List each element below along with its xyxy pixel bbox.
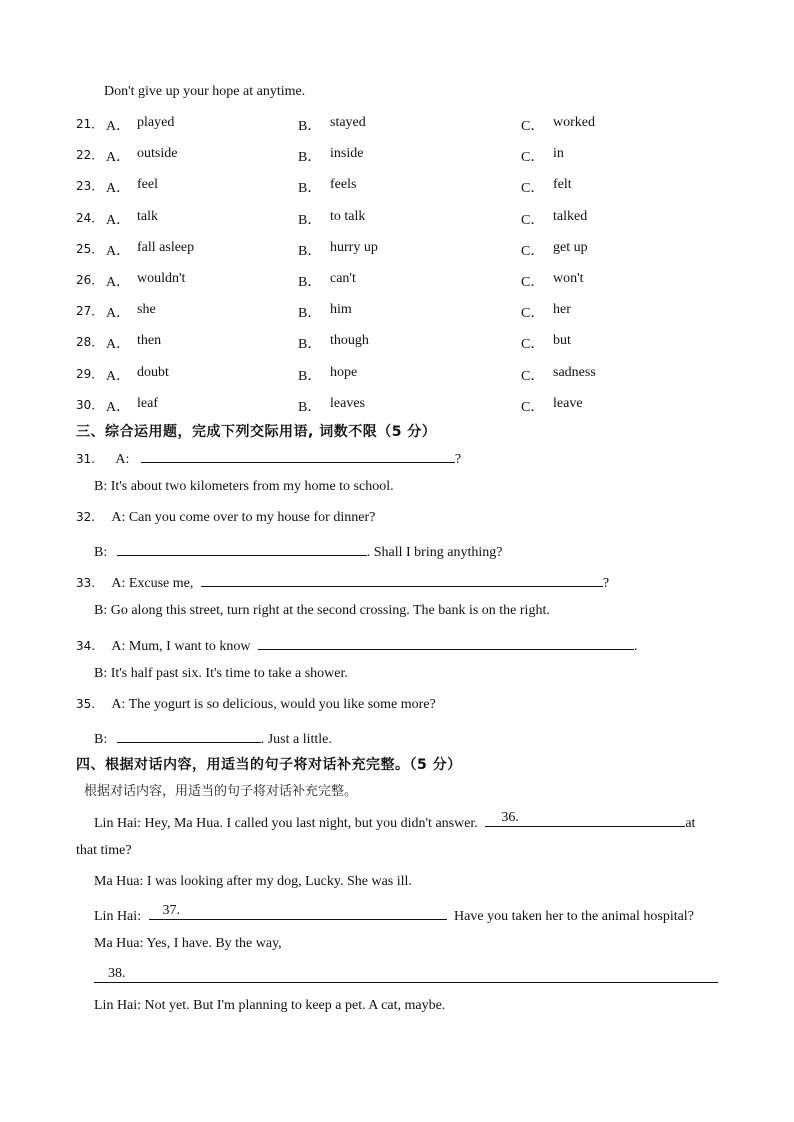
option-b-label: B． (298, 212, 322, 228)
option-b-label: B． (298, 337, 322, 353)
question-number: 25． (76, 241, 104, 256)
option-a-text[interactable]: doubt (137, 364, 169, 380)
answer-blank-35[interactable] (117, 728, 261, 743)
question-number: 35. (76, 697, 96, 711)
option-a-label: A． (106, 399, 131, 415)
option-b-text[interactable]: stayed (330, 115, 366, 130)
answer-blank-31[interactable] (141, 448, 455, 463)
option-c-text[interactable]: sadness (553, 364, 596, 380)
option-c-text[interactable]: her (553, 302, 571, 318)
question-34 (76, 635, 638, 655)
option-c-text[interactable]: get up (553, 239, 588, 255)
question-number: 23． (76, 179, 104, 194)
section-4-instruction: 根据对话内容，用适当的句子将对话补充完整。 (84, 784, 358, 799)
option-c-label: C． (521, 275, 545, 290)
q34-prompt: A: Mum, I want to know (111, 639, 251, 654)
question-number: 30． (76, 397, 104, 412)
option-b-label: B． (298, 275, 322, 290)
dialogue-text: Have you taken her to the animal hospital? (454, 909, 694, 924)
question-number: 22． (76, 148, 104, 163)
option-b-text[interactable]: though (330, 333, 369, 349)
option-a-text[interactable]: then (137, 333, 162, 349)
option-c-text[interactable]: but (553, 333, 571, 349)
q32-response (94, 541, 502, 561)
q31-response: B: It's about two kilometers from my home to school. (94, 479, 394, 494)
question-31 (76, 448, 461, 468)
question-number: 33. (76, 576, 96, 590)
blank-number: 36. (501, 810, 519, 825)
question-number: 27． (76, 304, 104, 319)
option-b-label: B． (298, 306, 322, 322)
dialogue-line-2: Ma Hua: I was looking after my dog, Lucky. She was ill. (94, 874, 412, 889)
speaker-b-label: B: (94, 545, 108, 560)
dialogue-line-1 (94, 812, 695, 832)
option-b-label: B． (298, 119, 322, 134)
option-a-text[interactable]: she (137, 302, 156, 318)
option-b-text[interactable]: can't (330, 271, 356, 286)
option-a-label: A． (106, 368, 131, 384)
question-number: 26． (76, 273, 104, 287)
dialogue-line-1-cont: that time? (76, 843, 132, 858)
question-suffix: ? (454, 452, 462, 467)
option-a-text[interactable]: wouldn't (137, 271, 186, 286)
option-b-text[interactable]: to talk (330, 208, 366, 224)
blank-number: 38. (108, 966, 126, 981)
q35-response (94, 728, 332, 748)
option-c-label: C． (521, 368, 545, 384)
option-a-text[interactable]: outside (137, 146, 178, 162)
option-b-text[interactable]: inside (330, 146, 364, 162)
option-b-label: B． (298, 368, 322, 384)
blank-number: 37. (162, 903, 181, 918)
question-number: 31. (76, 452, 96, 466)
question-number: 24． (76, 210, 104, 225)
option-a-text[interactable]: leaf (137, 395, 158, 411)
option-b-label: B． (298, 399, 322, 415)
option-c-text[interactable]: felt (553, 177, 572, 193)
question-number: 32. (76, 510, 96, 524)
option-b-text[interactable]: hope (330, 364, 358, 380)
dialogue-text: at (685, 816, 696, 831)
option-c-text[interactable]: leave (553, 395, 583, 411)
answer-blank-34[interactable] (258, 635, 634, 650)
question-suffix: ? (602, 576, 610, 591)
option-c-text[interactable]: talked (553, 208, 588, 224)
dialogue-line-5: Lin Hai: Not yet. But I'm planning to keep a pet. A cat, maybe. (94, 998, 446, 1013)
question-35 (76, 697, 436, 713)
q35-prompt: A: The yogurt is so delicious, would you like some more? (111, 697, 436, 712)
dialogue-line-4: Ma Hua: Yes, I have. By the way, (94, 936, 282, 951)
question-number: 21． (76, 117, 104, 131)
option-a-text[interactable]: fall asleep (137, 239, 195, 255)
option-c-label: C． (521, 119, 545, 134)
option-b-text[interactable]: leaves (330, 395, 365, 411)
question-suffix: . (634, 639, 638, 654)
section-3-heading: 三、综合运用题，完成下列交际用语, 词数不限（5 分） (76, 424, 437, 440)
option-c-label: C． (521, 150, 545, 166)
question-number: 29． (76, 366, 104, 381)
answer-blank-32[interactable] (117, 541, 367, 556)
option-c-label: C． (521, 212, 545, 228)
speaker-b-label: B: (94, 732, 108, 747)
question-number: 28． (76, 335, 104, 350)
option-c-text[interactable]: in (553, 146, 564, 162)
speaker-a-label: A: (115, 452, 130, 467)
option-b-label: B． (298, 150, 322, 166)
option-c-text[interactable]: worked (553, 115, 595, 130)
question-32 (76, 510, 375, 526)
q32-prompt: A: Can you come over to my house for dinner? (111, 510, 376, 525)
option-a-label: A． (106, 337, 131, 353)
option-a-label: A． (106, 119, 131, 134)
option-c-label: C． (521, 337, 545, 353)
option-a-label: A． (106, 150, 131, 166)
response-suffix: . Shall I bring anything? (366, 545, 503, 560)
response-suffix: . Just a little. (260, 732, 332, 747)
answer-blank-33[interactable] (201, 572, 603, 587)
option-c-label: C． (521, 399, 545, 415)
option-b-text[interactable]: hurry up (330, 239, 378, 255)
option-c-label: C． (521, 181, 545, 197)
option-b-text[interactable]: feels (330, 177, 357, 193)
option-a-label: A． (106, 243, 131, 259)
question-33 (76, 572, 609, 592)
option-a-text[interactable]: talk (137, 208, 158, 224)
q34-response: B: It's half past six. It's time to take a shower. (94, 666, 348, 681)
option-a-text[interactable]: played (137, 115, 175, 130)
option-a-text[interactable]: feel (137, 177, 158, 193)
option-c-label: C． (521, 306, 545, 322)
dialogue-line-3 (94, 905, 694, 925)
answer-blank-37[interactable] (149, 905, 447, 920)
q33-prompt: A: Excuse me, (111, 576, 194, 591)
section-4-heading: 四、根据对话内容，用适当的句子将对话补充完整。（5 分） (76, 757, 462, 773)
intro-line: Don't give up your hope at anytime. (104, 84, 306, 99)
answer-blank-38[interactable] (94, 966, 718, 983)
answer-blank-36[interactable] (485, 812, 685, 827)
question-number: 34. (76, 639, 96, 653)
option-a-label: A． (106, 306, 131, 322)
option-b-label: B． (298, 243, 322, 259)
option-c-label: C． (521, 243, 545, 259)
option-a-label: A． (106, 212, 131, 228)
option-b-label: B． (298, 181, 322, 197)
speaker-label: Lin Hai: (94, 909, 142, 924)
option-a-label: A． (106, 181, 131, 197)
option-a-label: A． (106, 275, 131, 290)
option-b-text[interactable]: him (330, 302, 352, 318)
dialogue-text: Lin Hai: Hey, Ma Hua. I called you last night, but you didn't answer. (94, 816, 478, 831)
option-c-text[interactable]: won't (553, 271, 584, 286)
q33-response: B: Go along this street, turn right at the second crossing. The bank is on the right. (94, 603, 550, 618)
